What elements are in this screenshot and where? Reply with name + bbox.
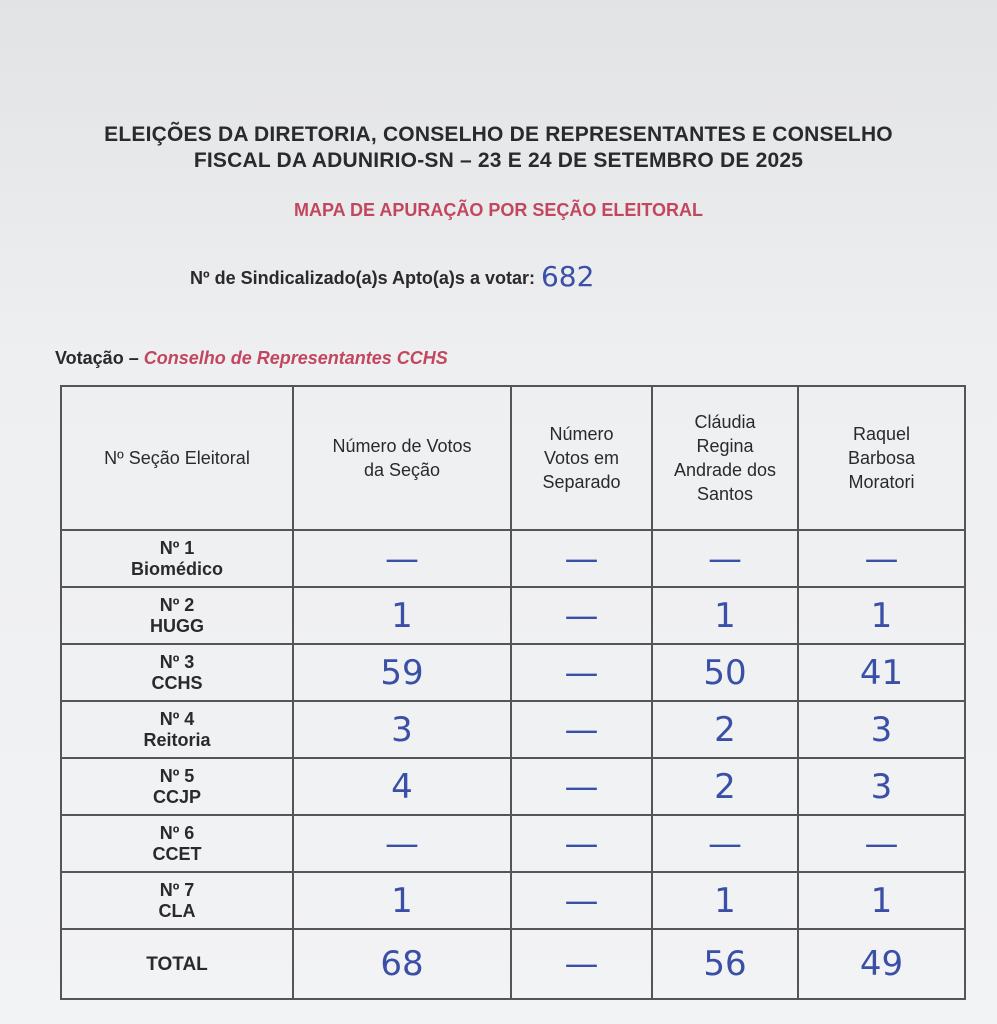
section-cell bbox=[61, 758, 293, 815]
raquel-votes: 3 bbox=[798, 701, 965, 758]
separate-votes: — bbox=[511, 815, 652, 872]
table-row bbox=[61, 872, 965, 929]
section-votes: 4 bbox=[293, 758, 511, 815]
vote-heading bbox=[55, 348, 448, 369]
total-section-votes: 68 bbox=[293, 929, 511, 999]
section-cell bbox=[61, 872, 293, 929]
section-votes: — bbox=[293, 530, 511, 587]
eligible-voters-label: Nº de Sindicalizado(a)s Apto(a)s a votar: bbox=[190, 268, 535, 288]
raquel-votes: 3 bbox=[798, 758, 965, 815]
section-number: Nº 4 bbox=[159, 708, 195, 729]
section-number: Nº 6 bbox=[159, 822, 195, 843]
total-separate-votes: — bbox=[511, 929, 652, 999]
section-number: Nº 5 bbox=[159, 765, 195, 786]
separate-votes: — bbox=[511, 758, 652, 815]
section-cell bbox=[61, 701, 293, 758]
table-row bbox=[61, 701, 965, 758]
document-title bbox=[0, 122, 997, 174]
table-header-row bbox=[61, 386, 965, 530]
section-name: CCJP bbox=[152, 786, 201, 807]
separate-votes: — bbox=[511, 530, 652, 587]
claudia-votes: — bbox=[652, 815, 798, 872]
header-candidate-raquel bbox=[798, 386, 965, 530]
tally-table bbox=[60, 385, 966, 1000]
header-separate-votes-text: Número Votos em Separado bbox=[542, 424, 621, 492]
section-name: Biomédico bbox=[130, 558, 223, 579]
section-cell bbox=[61, 815, 293, 872]
raquel-votes: 1 bbox=[798, 872, 965, 929]
title-line-1: ELEIÇÕES DA DIRETORIA, CONSELHO DE REPRESENTANTES E CONSELHO bbox=[104, 123, 893, 146]
section-number: Nº 3 bbox=[159, 651, 195, 672]
section-number: Nº 2 bbox=[159, 594, 195, 615]
raquel-votes: 1 bbox=[798, 587, 965, 644]
section-cell bbox=[61, 644, 293, 701]
section-cell bbox=[61, 530, 293, 587]
total-row bbox=[61, 929, 965, 999]
claudia-votes: 50 bbox=[652, 644, 798, 701]
section-name: Reitoria bbox=[143, 729, 211, 750]
raquel-votes: — bbox=[798, 530, 965, 587]
section-votes: 3 bbox=[293, 701, 511, 758]
table-row bbox=[61, 758, 965, 815]
section-name: HUGG bbox=[150, 615, 204, 636]
header-section-votes-text: Número de Votos da Seção bbox=[332, 436, 472, 480]
header-candidate-claudia-text: Cláudia Regina Andrade dos Santos bbox=[673, 412, 777, 504]
eligible-voters-value: 682 bbox=[540, 260, 595, 293]
section-votes: 1 bbox=[293, 587, 511, 644]
separate-votes: — bbox=[511, 644, 652, 701]
document-subtitle: MAPA DE APURAÇÃO POR SEÇÃO ELEITORAL bbox=[293, 200, 704, 220]
table-row bbox=[61, 587, 965, 644]
table-row bbox=[61, 644, 965, 701]
section-name: CLA bbox=[158, 900, 196, 921]
section-votes: — bbox=[293, 815, 511, 872]
title-line-2: FISCAL DA ADUNIRIO-SN – 23 E 24 DE SETEMBRO DE 2025 bbox=[193, 149, 804, 172]
section-votes: 59 bbox=[293, 644, 511, 701]
section-name: CCHS bbox=[151, 672, 203, 693]
eligible-voters bbox=[190, 258, 594, 291]
table-row bbox=[61, 530, 965, 587]
vote-heading-prefix: Votação – bbox=[55, 348, 144, 368]
vote-heading-council: Conselho de Representantes CCHS bbox=[143, 348, 448, 368]
header-candidate-claudia bbox=[652, 386, 798, 530]
claudia-votes: — bbox=[652, 530, 798, 587]
claudia-votes: 2 bbox=[652, 758, 798, 815]
total-raquel-votes: 49 bbox=[798, 929, 965, 999]
total-label: TOTAL bbox=[61, 929, 293, 999]
header-section-votes bbox=[293, 386, 511, 530]
section-number: Nº 1 bbox=[159, 537, 195, 558]
section-cell bbox=[61, 587, 293, 644]
separate-votes: — bbox=[511, 701, 652, 758]
header-section: Nº Seção Eleitoral bbox=[61, 386, 293, 530]
claudia-votes: 1 bbox=[652, 872, 798, 929]
section-votes: 1 bbox=[293, 872, 511, 929]
claudia-votes: 2 bbox=[652, 701, 798, 758]
raquel-votes: — bbox=[798, 815, 965, 872]
header-candidate-raquel-text: Raquel Barbosa Moratori bbox=[847, 424, 916, 492]
section-number: Nº 7 bbox=[159, 879, 195, 900]
total-claudia-votes: 56 bbox=[652, 929, 798, 999]
separate-votes: — bbox=[511, 587, 652, 644]
header-separate-votes bbox=[511, 386, 652, 530]
claudia-votes: 1 bbox=[652, 587, 798, 644]
raquel-votes: 41 bbox=[798, 644, 965, 701]
section-name: CCET bbox=[152, 843, 202, 864]
separate-votes: — bbox=[511, 872, 652, 929]
table-row bbox=[61, 815, 965, 872]
